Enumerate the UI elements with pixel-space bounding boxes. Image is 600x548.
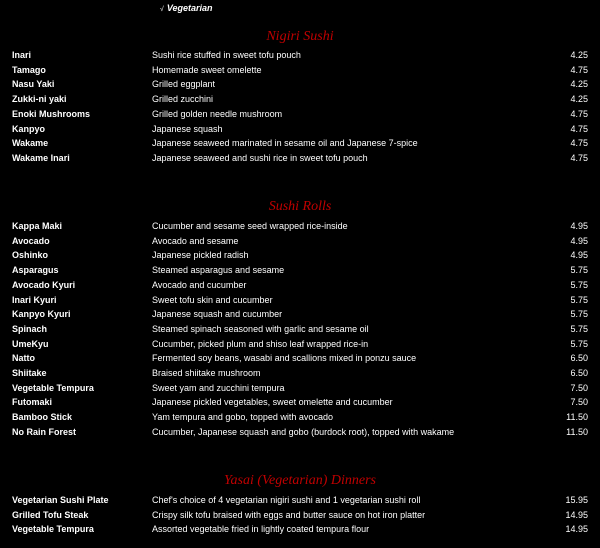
vegetarian-legend [160,3,213,13]
item-price: 4.25 [570,50,588,60]
item-description: Grilled eggplant [152,79,216,90]
menu-row [0,263,600,278]
item-price: 4.75 [570,123,588,134]
item-name: Kappa Maki [12,221,63,231]
section-title-yasai-dinners: Yasai (Vegetarian) Dinners [224,473,376,488]
item-description: Japanese squash and cucumber [152,309,283,320]
menu-row [0,522,600,537]
item-price: 15.95 [565,495,588,505]
item-price: 4.75 [570,64,588,75]
menu-row [0,337,600,352]
item-name: Avocado [12,235,50,246]
item-price: 5.75 [570,309,588,320]
item-description: Japanese pickled vegetables, sweet omelette and cucumber [152,397,393,408]
item-description: Steamed spinach seasoned with garlic and sesame oil [152,323,369,334]
menu-row [0,381,600,396]
item-price: 5.75 [570,265,588,276]
item-description: Assorted vegetable fried in lightly coated tempura flour [152,524,370,535]
item-name: Zukki-ni yaki [12,94,67,105]
item-name: Grilled Tofu Steak [12,509,89,520]
item-description: Cucumber, picked plum and shiso leaf wrapped rice-in [152,338,369,349]
menu-row [0,508,600,523]
item-name: Bamboo Stick [12,412,73,423]
item-price: 5.75 [570,338,588,349]
item-name: Tamago [12,64,46,75]
menu-row [0,293,600,308]
menu-row [0,322,600,337]
section-title-sushi-rolls: Sushi Rolls [268,199,332,214]
item-name: No Rain Forest [12,426,77,437]
menu-row [0,410,600,425]
item-price: 5.75 [570,294,588,305]
item-description: Fermented soy beans, wasabi and scallions mixed in ponzu sauce [152,353,417,364]
item-description: Grilled golden needle mushroom [152,108,283,119]
item-price: 14.95 [565,524,588,535]
item-name: Vegetable Tempura [12,382,94,393]
menu-row [0,493,600,508]
item-price: 6.50 [570,353,588,364]
item-description: Cucumber, Japanese squash and gobo (burdock root), topped with wakame [152,426,455,437]
item-price: 4.25 [570,79,588,90]
item-name: Avocado Kyuri [12,279,76,290]
menu-row [0,234,600,249]
item-description: Crispy silk tofu braised with eggs and butter sauce on hot iron platter [152,509,426,520]
item-description: Sweet tofu skin and cucumber [152,294,273,305]
item-name: Wakame Inari [12,152,70,163]
item-description: Avocado and sesame [152,235,239,246]
item-name: Vegetarian Sushi Plate [12,495,109,505]
item-name: Inari [12,50,32,60]
item-name: Nasu Yaki [12,79,55,90]
item-description: Homemade sweet omelette [152,64,262,75]
menu-row [0,366,600,381]
menu-row [0,136,600,151]
item-name: Vegetable Tempura [12,524,94,535]
item-name: Inari Kyuri [12,294,57,305]
item-price: 11.50 [566,426,588,437]
item-name: Spinach [12,323,48,334]
item-price: 4.95 [570,221,588,231]
menu-row [0,92,600,107]
menu-row [0,307,600,322]
item-name: Enoki Mushrooms [12,108,91,119]
menu-row [0,219,600,234]
item-description: Japanese seaweed and sushi rice in sweet tofu pouch [152,152,368,163]
menu-row [0,425,600,440]
item-name: UmeKyu [12,338,49,349]
menu-row [0,48,600,63]
item-description: Cucumber and sesame seed wrapped rice-inside [152,221,348,231]
item-description: Grilled zucchini [152,94,214,105]
item-price: 4.75 [570,152,588,163]
item-name: Kanpyo Kyuri [12,309,71,320]
item-name: Kanpyo [12,123,46,134]
item-price: 11.50 [566,412,588,423]
item-price: 4.95 [570,250,588,261]
item-description: Braised shiitake mushroom [152,368,261,378]
item-price: 7.50 [570,397,588,408]
item-price: 4.75 [570,108,588,119]
item-description: Steamed asparagus and sesame [152,265,285,276]
item-description: Japanese seaweed marinated in sesame oil and Japanese 7-spice [152,138,418,149]
menu-row [0,107,600,122]
section-title-nigiri-sushi: Nigiri Sushi [266,29,334,44]
item-price: 4.75 [570,138,588,149]
item-price: 6.50 [570,368,588,378]
item-price: 14.95 [565,509,588,520]
item-description: Yam tempura and gobo, topped with avocado [152,412,333,423]
check-icon: √ [160,6,164,13]
item-description: Japanese squash [152,123,223,134]
item-description: Japanese pickled radish [152,250,249,261]
item-price: 4.95 [570,235,588,246]
item-name: Oshinko [12,250,49,261]
menu-row [0,151,600,166]
menu-row [0,63,600,78]
item-price: 7.50 [570,382,588,393]
item-description: Avocado and cucumber [152,279,247,290]
item-name: Shiitake [12,368,47,378]
menu-row [0,278,600,293]
menu-row [0,122,600,137]
item-price: 5.75 [570,323,588,334]
menu-row [0,248,600,263]
item-name: Asparagus [12,265,59,276]
item-name: Wakame [12,138,49,149]
item-price: 5.75 [570,279,588,290]
vegetarian-legend-label: Vegetarian [166,3,213,13]
item-name: Futomaki [12,397,53,408]
menu-row [0,395,600,410]
menu-row [0,351,600,366]
item-description: Sweet yam and zucchini tempura [152,382,285,393]
item-description: Chef's choice of 4 vegetarian nigiri sushi and 1 vegetarian sushi roll [152,495,421,505]
menu-row [0,77,600,92]
item-name: Natto [12,353,35,364]
item-description: Sushi rice stuffed in sweet tofu pouch [152,50,301,60]
item-price: 4.25 [570,94,588,105]
